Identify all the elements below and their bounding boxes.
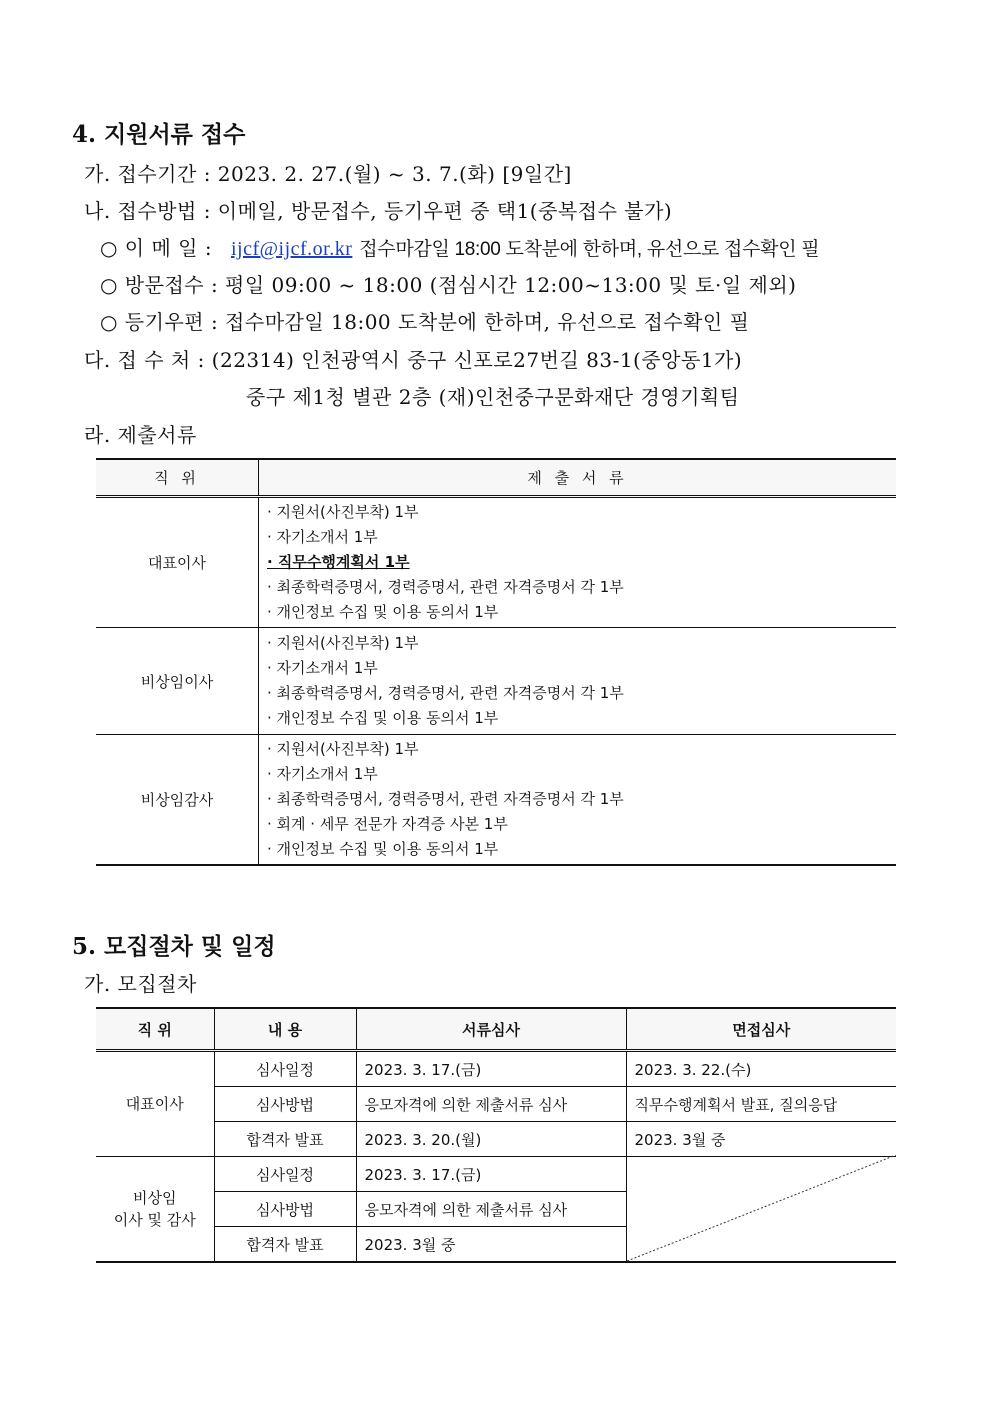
- schedule-item: 심사방법: [214, 1087, 356, 1122]
- doc-item: · 자기소개서 1부: [267, 528, 378, 546]
- doc-item: · 지원서(사진부착) 1부: [267, 634, 419, 652]
- docs-list: [259, 735, 897, 866]
- schedule-item: 합격자 발표: [214, 1122, 356, 1157]
- doc-item: · 개인정보 수집 및 이용 동의서 1부: [267, 709, 499, 727]
- visit-line: [100, 269, 796, 298]
- address-line: [84, 344, 742, 373]
- docs-header-pos: 직 위: [96, 459, 259, 497]
- schedule-item: 심사일정: [214, 1157, 356, 1192]
- docs-pos: 비상임이사: [96, 628, 259, 735]
- schedule-pos-nonexec: [96, 1157, 214, 1263]
- docs-subtitle: 라. 제출서류: [84, 423, 197, 447]
- doc-item: · 개인정보 수집 및 이용 동의서 1부: [267, 840, 499, 858]
- docs-list: [259, 497, 897, 628]
- schedule-doc: 응모자격에 의한 제출서류 심사: [356, 1192, 626, 1227]
- period-value: : 2023. 2. 27.(월) ~ 3. 7.(화) [9일간]: [203, 162, 572, 186]
- email-note: 접수마감일 18:00 도착분에 한하며, 유선으로 접수확인 필: [359, 239, 820, 260]
- period-line: [84, 158, 572, 187]
- diagonal-line: [627, 1155, 896, 1261]
- schedule-doc: 2023. 3. 17.(금): [356, 1051, 626, 1087]
- doc-item: · 최종학력증명서, 경력증명서, 관련 자격증명서 각 1부: [267, 684, 624, 702]
- diagonal-slash: [627, 1155, 896, 1261]
- table-row: [96, 1051, 896, 1087]
- mail-value: : 접수마감일 18:00 도착분에 한하며, 유선으로 접수확인 필: [210, 310, 750, 334]
- table-row: [96, 1122, 896, 1157]
- doc-item: · 최종학력증명서, 경력증명서, 관련 자격증명서 각 1부: [267, 578, 624, 596]
- schedule-pos-line2: 이사 및 감사: [113, 1211, 196, 1229]
- visit-value: : 평일 09:00 ~ 18:00 (점심시간 12:00~13:00 및 토·일 제외): [210, 273, 797, 297]
- schedule-doc: 2023. 3. 17.(금): [356, 1157, 626, 1192]
- email-link[interactable]: ijcf@ijcf.or.kr: [230, 238, 353, 260]
- address-line2: 중구 제1청 별관 2층 (재)인천중구문화재단 경영기획팀: [246, 385, 740, 409]
- section5-title: 5. 모집절차 및 일정: [72, 933, 276, 960]
- section4-title: 4. 지원서류 접수: [72, 121, 246, 148]
- method-value: : 이메일, 방문접수, 등기우편 중 택1(중복접수 불가): [203, 199, 673, 223]
- docs-row-ceo: [96, 497, 896, 628]
- docs-list: [259, 628, 897, 735]
- schedule-doc: 응모자격에 의한 제출서류 심사: [356, 1087, 626, 1122]
- doc-item: · 자기소개서 1부: [267, 659, 378, 677]
- docs-pos: 비상임감사: [96, 735, 259, 866]
- email-label: ○ 이 메 일 :: [100, 236, 213, 260]
- schedule-pos-line1: 비상임: [133, 1189, 177, 1207]
- doc-item: · 지원서(사진부착) 1부: [267, 503, 419, 521]
- schedule-interview: 직무수행계획서 발표, 질의응답: [626, 1087, 896, 1122]
- doc-item: · 회계 · 세무 전문가 자격증 사본 1부: [267, 815, 508, 833]
- schedule-header-content: 내 용: [214, 1008, 356, 1051]
- schedule-doc: 2023. 3월 중: [356, 1227, 626, 1263]
- schedule-header-pos: 직 위: [96, 1008, 214, 1051]
- procedure-subtitle: 가. 모집절차: [84, 972, 197, 996]
- schedule-item: 합격자 발표: [214, 1227, 356, 1263]
- doc-item: · 개인정보 수집 및 이용 동의서 1부: [267, 603, 499, 621]
- schedule-interview: 2023. 3. 22.(수): [626, 1051, 896, 1087]
- doc-item: · 지원서(사진부착) 1부: [267, 740, 419, 758]
- mail-label: ○ 등기우편: [100, 310, 205, 334]
- schedule-item: 심사일정: [214, 1051, 356, 1087]
- schedule-header-doc-review: 서류심사: [356, 1008, 626, 1051]
- mail-line: [100, 306, 749, 335]
- docs-header-docs: 제 출 서 류: [259, 459, 897, 497]
- doc-item: · 최종학력증명서, 경력증명서, 관련 자격증명서 각 1부: [267, 790, 624, 808]
- address-value: : (22314) 인천광역시 중구 신포로27번길 83-1(중앙동1가): [197, 348, 743, 372]
- address-label: 다. 접 수 처: [84, 348, 191, 372]
- schedule-doc: 2023. 3. 20.(월): [356, 1122, 626, 1157]
- doc-item: · 자기소개서 1부: [267, 765, 378, 783]
- method-line: [84, 195, 672, 224]
- docs-table: [96, 458, 896, 866]
- doc-item-highlight: · 직무수행계획서 1부: [267, 553, 410, 571]
- table-row: [96, 1087, 896, 1122]
- schedule-item: 심사방법: [214, 1192, 356, 1227]
- visit-label: ○ 방문접수: [100, 273, 205, 297]
- period-label: 가. 접수기간: [84, 162, 197, 186]
- method-label: 나. 접수방법: [84, 199, 197, 223]
- schedule-pos-ceo: 대표이사: [125, 1095, 184, 1113]
- docs-row-director: [96, 628, 896, 735]
- email-line: [100, 232, 819, 261]
- schedule-interview: 2023. 3월 중: [626, 1122, 896, 1157]
- docs-row-auditor: [96, 735, 896, 866]
- docs-pos: 대표이사: [96, 497, 259, 628]
- schedule-header-interview: 면접심사: [626, 1008, 896, 1051]
